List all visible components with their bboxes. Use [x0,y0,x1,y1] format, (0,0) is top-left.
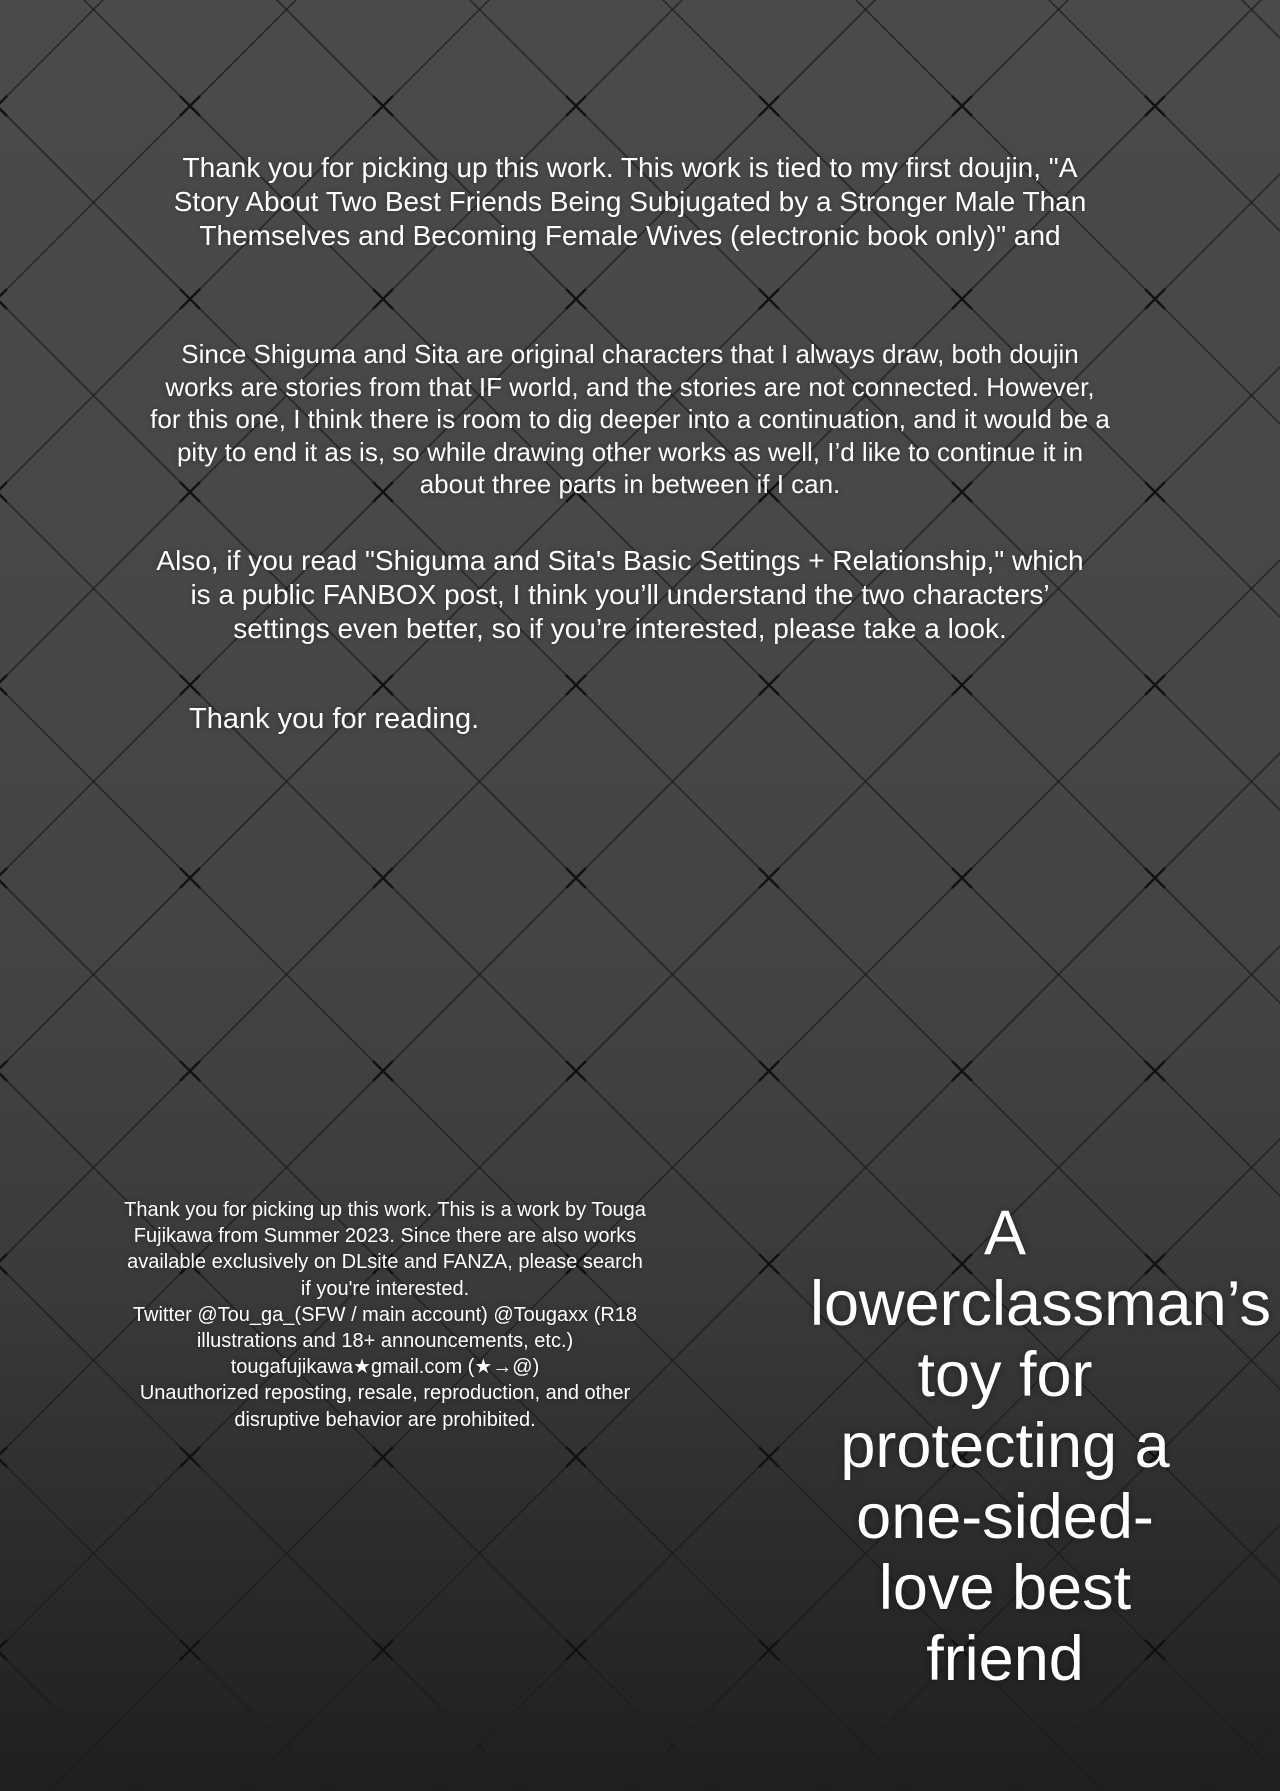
work-title: A lowerclassman’s toy for protecting a one-sided-love best friend [810,1198,1271,1694]
credits-email: tougafujikawa★gmail.com (★→@) [230,1356,540,1379]
note-paragraph-characters: Since Shiguma and Sita are original characters that I always draw, both doujin works are stories from that IF world, and the stories are not connected. However, for this one, I think there is room to dig deeper into a continuation, and it would be a pity to end it as is, so while drawing other works as well, I’d like to continue it in about three parts in between if I can. [150,339,1110,499]
credits-twitter: Twitter @Tou_ga_(SFW / main account) @Tougaxx (R18 illustrations and 18+ announcements, etc.) [132,1303,638,1353]
note-paragraph-fanbox: Also, if you read "Shiguma and Sita's Basic Settings + Relationship," which is a public FANBOX post, I think you’ll understand the two characters’ settings even better, so if you’re interested, please take a look. [156,545,1084,644]
credits-block [120,1197,650,1433]
note-paragraph-intro: Thank you for picking up this work. This work is tied to my first doujin, "A Story About Two Best Friends Being Subjugated by a Stronger Male Than Themselves and Becoming Female Wives (electronic book only)" and [173,152,1087,251]
note-closing: Thank you for reading. [189,703,480,735]
credits-intro: Thank you for picking up this work. This is a work by Touga Fujikawa from Summer 2023. Since there are also works available exclusively on DLsite and FANZA, please search if you're interested. [124,1199,646,1300]
credits-notice: Unauthorized reposting, resale, reproduction, and other disruptive behavior are prohibited. [139,1382,631,1431]
